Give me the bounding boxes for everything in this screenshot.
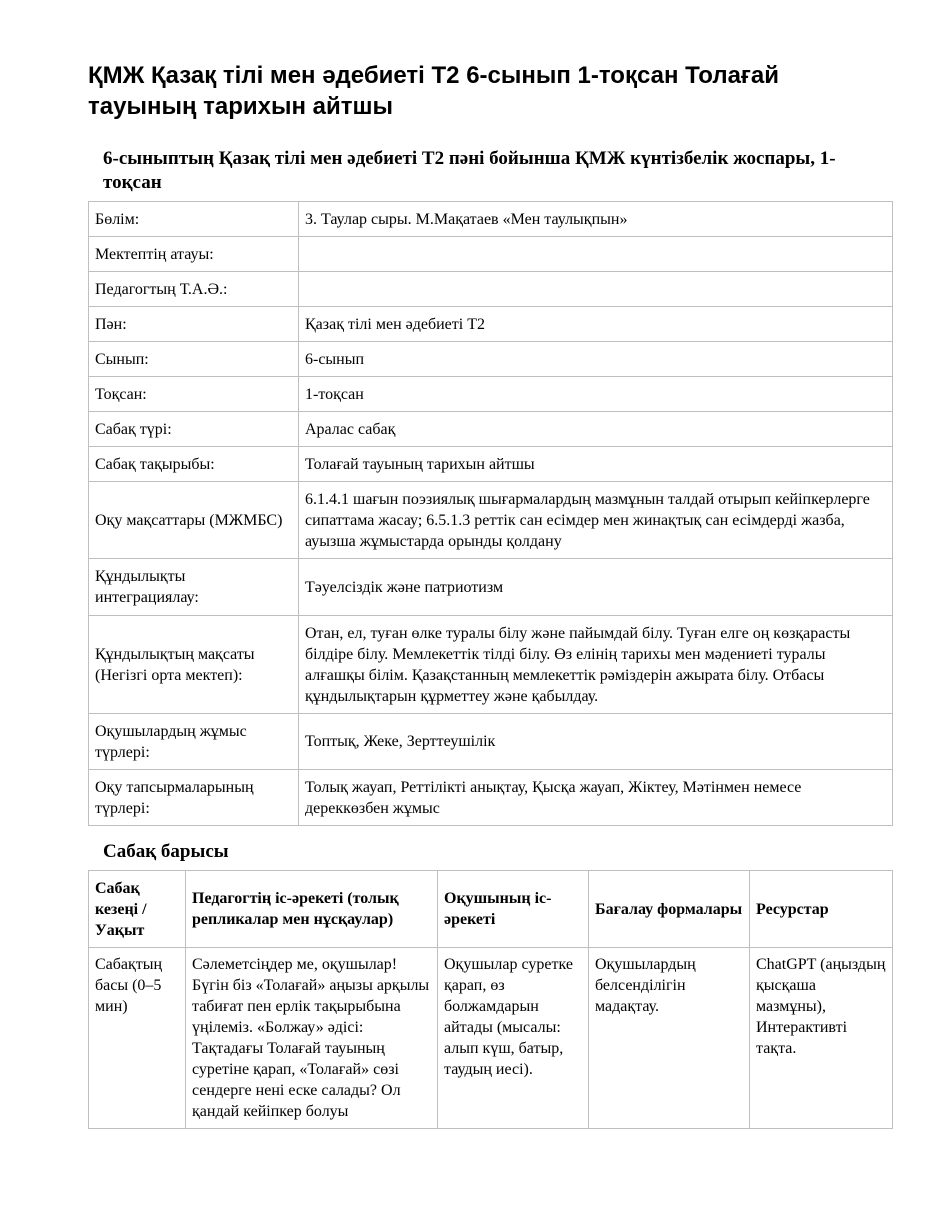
lesson-header-row — [89, 871, 893, 948]
plan-subtitle: 6-сыныптың Қазақ тілі мен әдебиеті Т2 пәні бойынша ҚМЖ күнтізбелік жоспары, 1-тоқсан — [103, 148, 836, 193]
column-header-stage: Сабақ кезеңі / Уақыт — [89, 871, 186, 948]
column-header-assessment: Бағалау формалары — [589, 871, 750, 948]
document-page — [88, 0, 893, 1129]
lesson-row — [89, 948, 893, 1129]
info-value: 3. Таулар сыры. М.Мақатаев «Мен таулықпын» — [299, 202, 893, 237]
resources-cell: ChatGPT (аңыздың қысқаша мазмұны), Интерактивті тақта. — [750, 948, 893, 1129]
column-header-student-activity: Оқушының іс-әрекеті — [438, 871, 589, 948]
info-label: Оқу мақсаттары (МЖМБС) — [89, 482, 299, 559]
info-row-lesson-topic — [89, 447, 893, 482]
info-table — [88, 201, 893, 826]
lesson-progress-table — [88, 870, 893, 1129]
info-row-subject — [89, 307, 893, 342]
info-label: Құндылықты интеграциялау: — [89, 559, 299, 616]
info-row-grade — [89, 342, 893, 377]
info-label: Педагогтың Т.А.Ә.: — [89, 272, 299, 307]
column-header-resources: Ресурстар — [750, 871, 893, 948]
info-row-teacher — [89, 272, 893, 307]
info-row-work-types — [89, 714, 893, 770]
teacher-activity-cell: Сәлеметсіңдер ме, оқушылар! Бүгін біз «Толағай» аңызы арқылы табиғат пен ерлік тақырыбына үңілеміз. «Болжау» әдісі: Тақтадағы Толағай тауының суретіне қарап, «Толағай» сөзі сендерге нені еске салады? Ол қандай кейіпкер болуы — [186, 948, 438, 1129]
info-value: 6-сынып — [299, 342, 893, 377]
info-value: 6.1.4.1 шағын поэзиялық шығармалардың мазмұнын талдай отырып кейіпкерлерге сипаттама жасау; 6.5.1.3 реттік сан есімдер мен жинақтық сан есімдерді жазба, ауызша жұмыстарда орынды қолдану — [299, 482, 893, 559]
info-value: Толық жауап, Реттілікті анықтау, Қысқа жауап, Жіктеу, Мәтінмен немесе дереккөзбен жұмыс — [299, 770, 893, 826]
info-value: Тәуелсіздік және патриотизм — [299, 559, 893, 616]
info-row-learning-objectives — [89, 482, 893, 559]
lesson-stage-cell: Сабақтың басы (0–5 мин) — [89, 948, 186, 1129]
info-row-task-types — [89, 770, 893, 826]
info-label: Сынып: — [89, 342, 299, 377]
info-row-value-goal — [89, 616, 893, 714]
lesson-progress-heading: Сабақ барысы — [103, 841, 229, 862]
info-value: 1-тоқсан — [299, 377, 893, 412]
info-value — [299, 272, 893, 307]
info-label: Сабақ тақырыбы: — [89, 447, 299, 482]
info-row-value-integration — [89, 559, 893, 616]
info-label: Мектептің атауы: — [89, 237, 299, 272]
info-label: Оқушылардың жұмыс түрлері: — [89, 714, 299, 770]
assessment-cell: Оқушылардың белсенділігін мадақтау. — [589, 948, 750, 1129]
info-row-school — [89, 237, 893, 272]
info-label: Құндылықтың мақсаты (Негізгі орта мектеп): — [89, 616, 299, 714]
info-value: Қазақ тілі мен әдебиеті Т2 — [299, 307, 893, 342]
info-label: Оқу тапсырмаларының түрлері: — [89, 770, 299, 826]
info-label: Тоқсан: — [89, 377, 299, 412]
info-value: Топтық, Жеке, Зерттеушілік — [299, 714, 893, 770]
column-header-teacher-activity: Педагогтің іс-әрекеті (толық репликалар мен нұсқаулар) — [186, 871, 438, 948]
info-label: Сабақ түрі: — [89, 412, 299, 447]
info-value: Толағай тауының тарихын айтшы — [299, 447, 893, 482]
info-row-lesson-type — [89, 412, 893, 447]
info-value — [299, 237, 893, 272]
info-row-quarter — [89, 377, 893, 412]
info-value: Отан, ел, туған өлке туралы білу және пайымдай білу. Туған елге оң көзқарасты білдіре білу. Мемлекеттік тілді білу. Өз елінің тарихы мен мәдениеті туралы алғашқы білім. Қазақстанның мемлекеттік рәміздерін ажырата білу. Отбасы құндылықтарын құрметтеу және қабылдау. — [299, 616, 893, 714]
info-row-section — [89, 202, 893, 237]
info-label: Пән: — [89, 307, 299, 342]
student-activity-cell: Оқушылар суретке қарап, өз болжамдарын айтады (мысалы: алып күш, батыр, таудың иесі). — [438, 948, 589, 1129]
document-title: ҚМЖ Қазақ тілі мен әдебиеті Т2 6-сынып 1-тоқсан Толағай тауының тарихын айтшы — [88, 62, 780, 120]
info-value: Аралас сабақ — [299, 412, 893, 447]
info-label: Бөлім: — [89, 202, 299, 237]
